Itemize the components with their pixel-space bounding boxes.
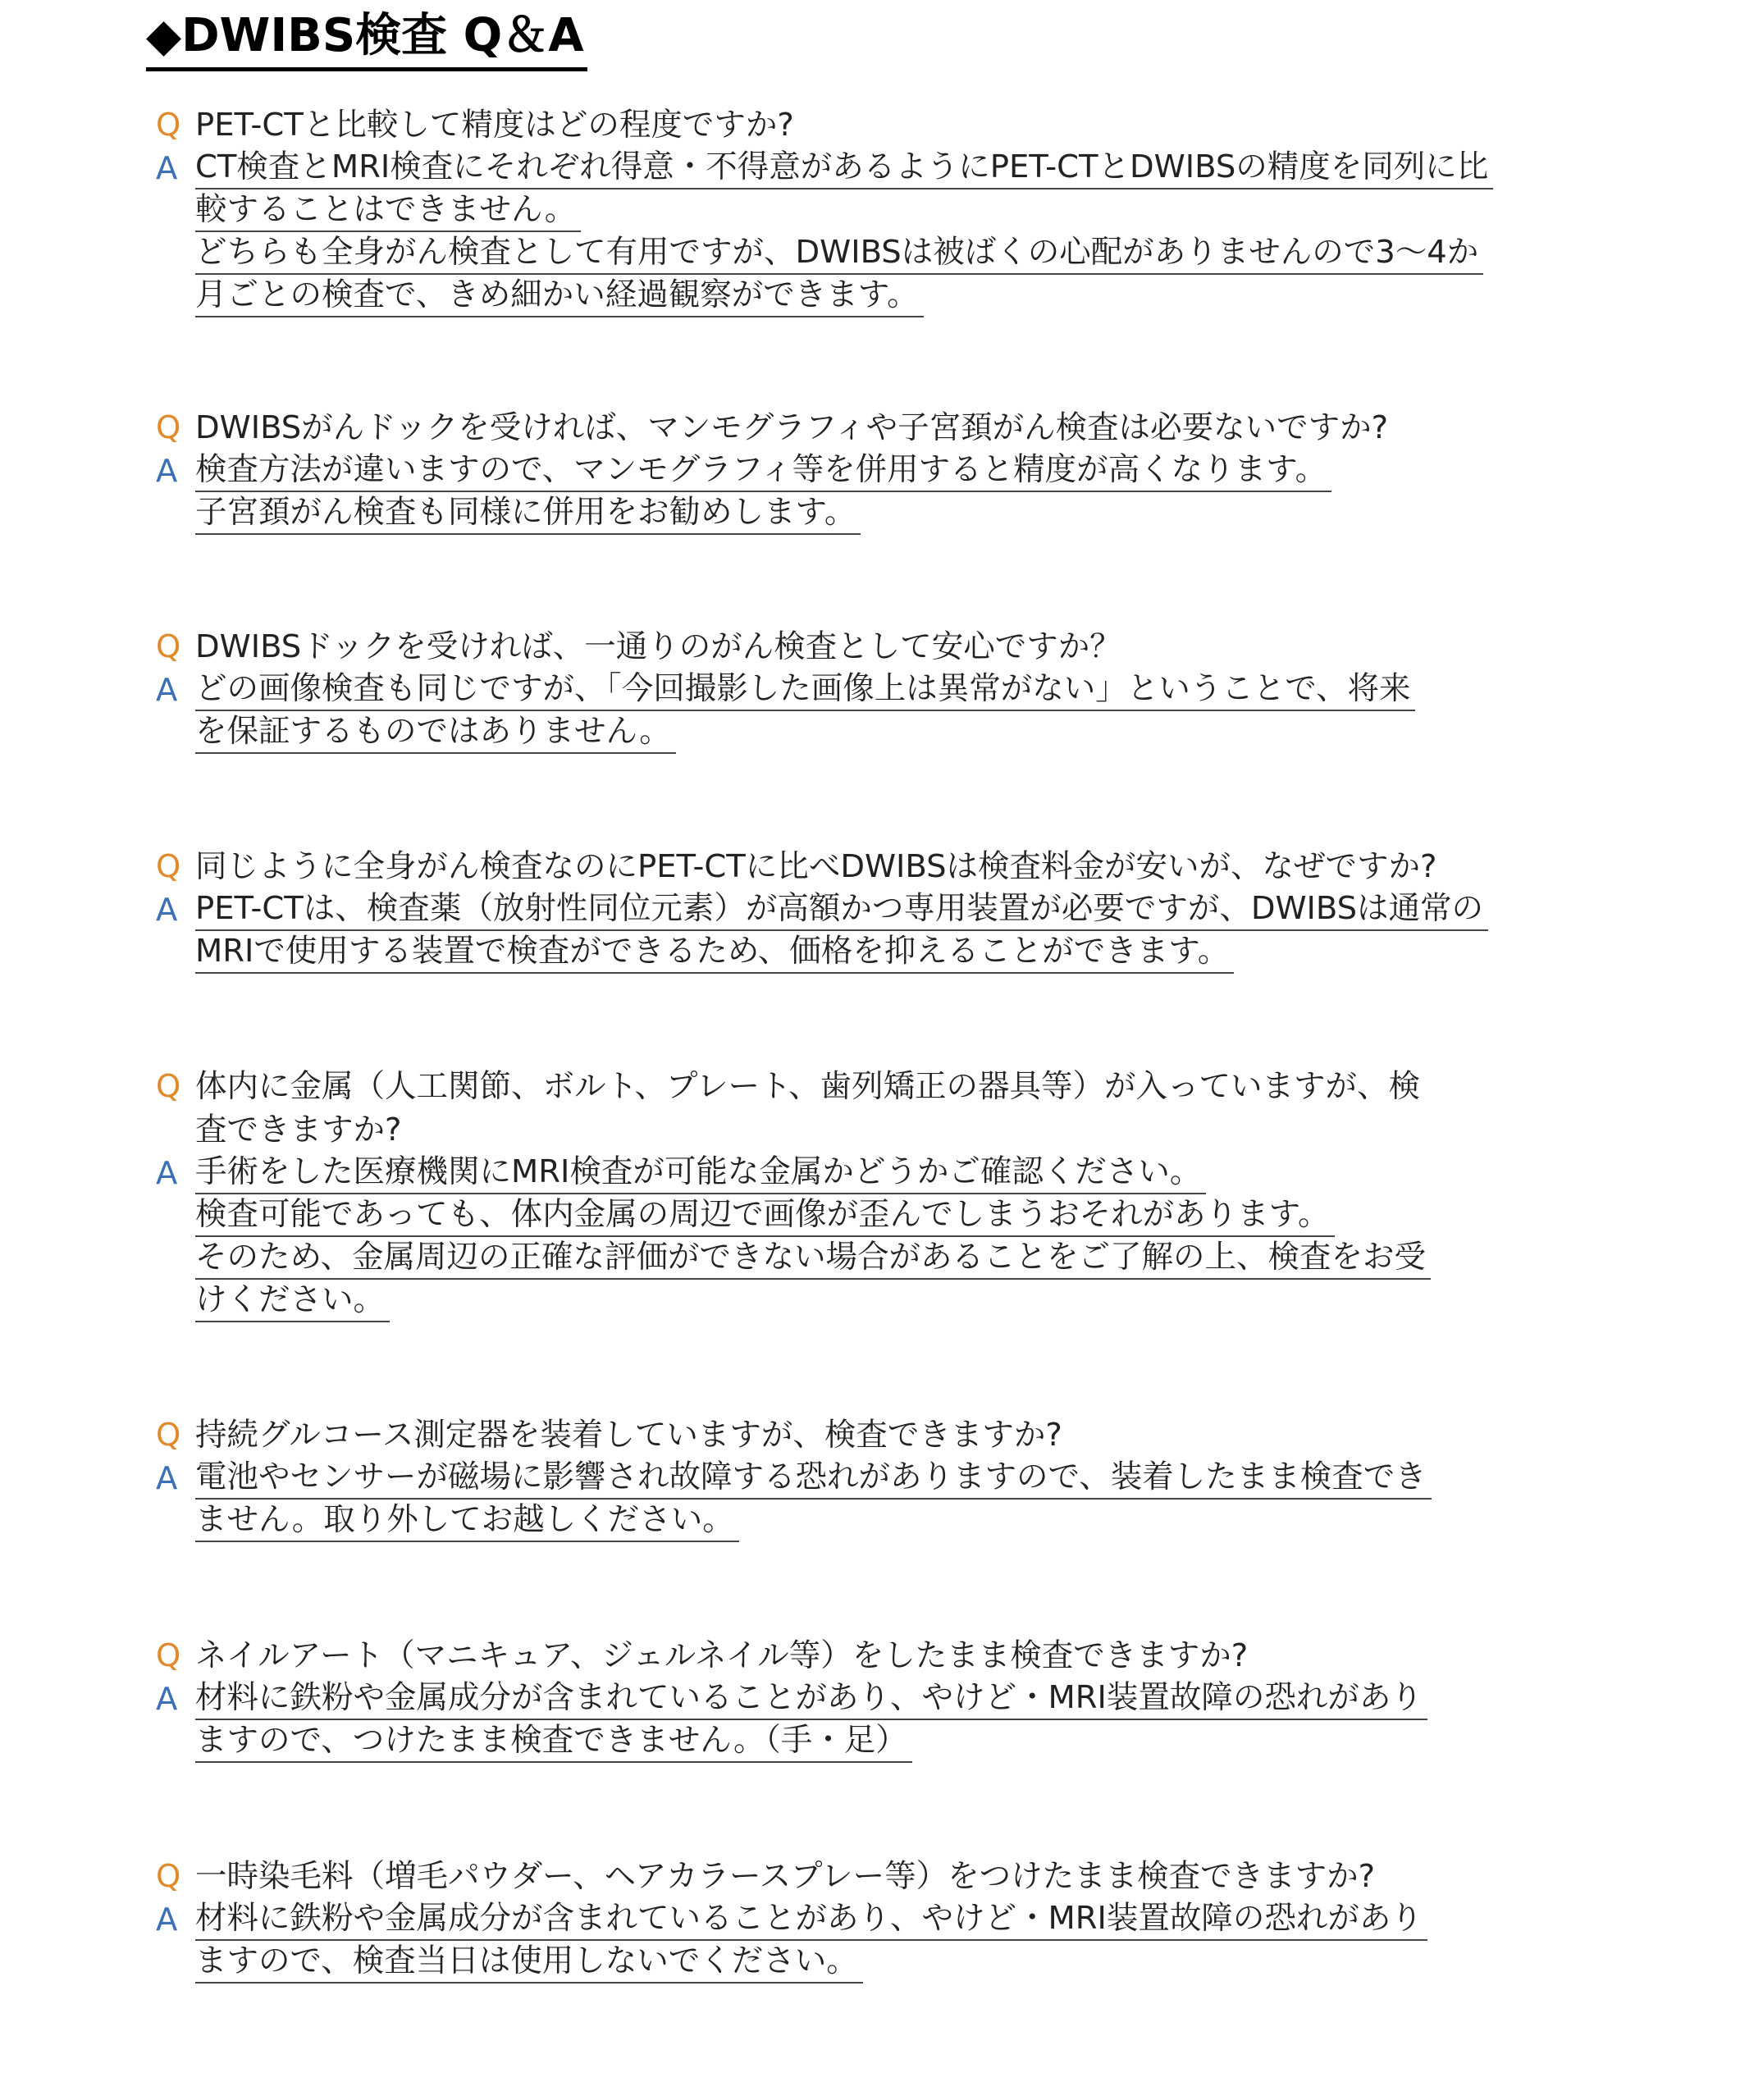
answer-mark: A bbox=[156, 150, 178, 187]
question-mark: Q bbox=[156, 409, 181, 446]
answer-line: どの画像検査も同じですが、「今回撮影した画像上は異常がない」ということで、将来 bbox=[195, 669, 1415, 711]
question-line: 持続グルコース測定器を装着していますが、検査できますか? bbox=[195, 1417, 1062, 1454]
question-mark: Q bbox=[156, 1417, 181, 1454]
answer-line: ますので、つけたまま検査できません。（手・足） bbox=[195, 1720, 912, 1763]
answer-line: 材料に鉄粉や金属成分が含まれていることがあり、やけど・MRI装置故障の恐れがあり bbox=[195, 1678, 1427, 1720]
qa-item-1 bbox=[156, 103, 1633, 317]
question-mark: Q bbox=[156, 848, 181, 885]
answer bbox=[156, 669, 1633, 754]
answer-mark: A bbox=[156, 1155, 178, 1192]
answer bbox=[156, 888, 1633, 974]
answer-line: を保証するものではありません。 bbox=[195, 711, 676, 754]
answer bbox=[156, 1152, 1633, 1322]
answer-line: 月ごとの検査で、きめ細かい経過観察ができます。 bbox=[195, 275, 924, 317]
answer-line: PET-CTは、検査薬（放射性同位元素）が高額かつ専用装置が必要ですが、DWIBSは通常の bbox=[195, 888, 1488, 931]
question bbox=[156, 1065, 1633, 1152]
question-line: 体内に金属（人工関節、ボルト、プレート、歯列矯正の器具等）が入っていますが、検 bbox=[195, 1068, 1421, 1105]
question-mark: Q bbox=[156, 1068, 181, 1105]
answer-line: 電池やセンサーが磁場に影響され故障する恐れがありますので、装着したまま検査でき bbox=[195, 1457, 1432, 1500]
question-line: ネイルアート（マニキュア、ジェルネイル等）をしたまま検査できますか? bbox=[195, 1637, 1249, 1674]
answer bbox=[156, 1898, 1633, 1984]
answer-line: 手術をした医療機関にMRI検査が可能な金属かどうかご確認ください。 bbox=[195, 1152, 1206, 1194]
qa-item-5 bbox=[156, 1065, 1633, 1322]
answer bbox=[156, 1678, 1633, 1763]
question-mark: Q bbox=[156, 1858, 181, 1895]
answer-line: 材料に鉄粉や金属成分が含まれていることがあり、やけど・MRI装置故障の恐れがあり bbox=[195, 1898, 1427, 1941]
question bbox=[156, 406, 1633, 450]
answer-line: 子宮頚がん検査も同様に併用をお勧めします。 bbox=[195, 492, 861, 535]
qa-item-7 bbox=[156, 1634, 1633, 1763]
answer-line: CT検査とMRI検査にそれぞれ得意・不得意があるようにPET-CTとDWIBSの精度を同列に比 bbox=[195, 147, 1493, 189]
answer-line: 較することはできません。 bbox=[195, 189, 581, 232]
answer-mark: A bbox=[156, 1901, 178, 1938]
answer bbox=[156, 1457, 1633, 1542]
question-mark: Q bbox=[156, 628, 181, 665]
question-line: 同じように全身がん検査なのにPET-CTに比べDWIBSは検査料金が安いが、なぜですか? bbox=[195, 848, 1437, 885]
answer-line: MRIで使用する装置で検査ができるため、価格を抑えることができます。 bbox=[195, 931, 1234, 974]
answer-line: 検査可能であっても、体内金属の周辺で画像が歪んでしまうおそれがあります。 bbox=[195, 1194, 1335, 1237]
question bbox=[156, 1413, 1633, 1457]
answer-line: どちらも全身がん検査として有用ですが、DWIBSは被ばくの心配がありませんので3〜4か bbox=[195, 232, 1483, 275]
answer bbox=[156, 147, 1633, 317]
page-title: ◆DWIBS検査 Q＆A bbox=[146, 5, 587, 71]
question bbox=[156, 845, 1633, 888]
answer-line: そのため、金属周辺の正確な評価ができない場合があることをご了解の上、検査をお受 bbox=[195, 1237, 1431, 1280]
answer-line: ません。取り外してお越しください。 bbox=[195, 1500, 739, 1542]
answer-mark: A bbox=[156, 892, 178, 929]
qa-item-3 bbox=[156, 625, 1633, 754]
qa-item-4 bbox=[156, 845, 1633, 974]
answer-line: 検査方法が違いますので、マンモグラフィ等を併用すると精度が高くなります。 bbox=[195, 450, 1331, 492]
answer bbox=[156, 450, 1633, 535]
answer-mark: A bbox=[156, 1681, 178, 1718]
question-line: DWIBSがんドックを受ければ、マンモグラフィや子宮頚がん検査は必要ないですか? bbox=[195, 409, 1389, 446]
answer-line: ますので、検査当日は使用しないでください。 bbox=[195, 1941, 863, 1984]
question bbox=[156, 625, 1633, 669]
answer-line: けください。 bbox=[195, 1280, 390, 1322]
question-line: DWIBSドックを受ければ、一通りのがん検査として安心ですか？ bbox=[195, 628, 1121, 665]
question-mark: Q bbox=[156, 107, 181, 144]
answer-mark: A bbox=[156, 672, 178, 709]
answer-mark: A bbox=[156, 453, 178, 490]
question-line: PET-CTと比較して精度はどの程度ですか? bbox=[195, 107, 794, 144]
question-mark: Q bbox=[156, 1637, 181, 1674]
question-line: 査できますか? bbox=[195, 1112, 402, 1148]
question bbox=[156, 1855, 1633, 1898]
question bbox=[156, 103, 1633, 147]
qa-item-2 bbox=[156, 406, 1633, 535]
qa-item-6 bbox=[156, 1413, 1633, 1542]
question-line: 一時染毛料（増毛パウダー、ヘアカラースプレー等）をつけたまま検査できますか? bbox=[195, 1858, 1376, 1895]
question bbox=[156, 1634, 1633, 1678]
qa-item-8 bbox=[156, 1855, 1633, 1984]
answer-mark: A bbox=[156, 1460, 178, 1497]
